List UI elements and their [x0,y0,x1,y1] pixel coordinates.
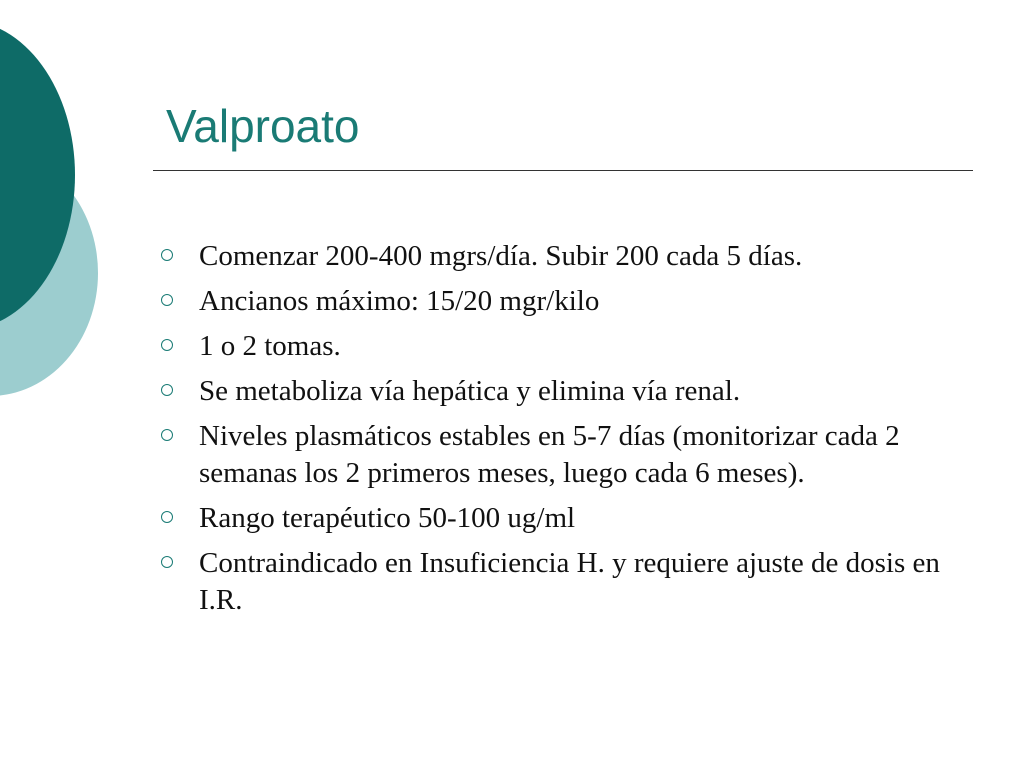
bullet-text: Rango terapéutico 50-100 ug/ml [199,502,576,534]
bullet-item [160,238,980,275]
hollow-circle-bullet-icon [161,339,173,351]
hollow-circle-bullet-icon [161,294,173,306]
bullet-text: Ancianos máximo: 15/20 mgr/kilo [199,285,600,317]
hollow-circle-bullet-icon [161,384,173,396]
hollow-circle-bullet-icon [161,556,173,568]
hollow-circle-bullet-icon [161,249,173,261]
hollow-circle-bullet-icon [161,511,173,523]
bullet-item [160,283,980,320]
bullet-text: Niveles plasmáticos estables en 5-7 días (monitorizar cada 2 semanas los 2 primeros meses, luego cada 6 meses). [199,420,900,489]
slide-title: Valproato [166,100,360,152]
title-divider [153,170,973,171]
bullet-item [160,500,980,537]
bullet-item [160,373,980,410]
bullet-text: Contraindicado en Insuficiencia H. y requiere ajuste de dosis en I.R. [199,547,940,616]
bullet-text: Comenzar 200-400 mgrs/día. Subir 200 cada 5 días. [199,240,803,272]
bullet-text: Se metaboliza vía hepática y elimina vía renal. [199,375,741,407]
bullet-text: 1 o 2 tomas. [199,330,341,362]
bullet-item [160,545,980,619]
bullet-item [160,328,980,365]
bullet-item [160,418,980,492]
hollow-circle-bullet-icon [161,429,173,441]
bullet-list [160,238,980,627]
